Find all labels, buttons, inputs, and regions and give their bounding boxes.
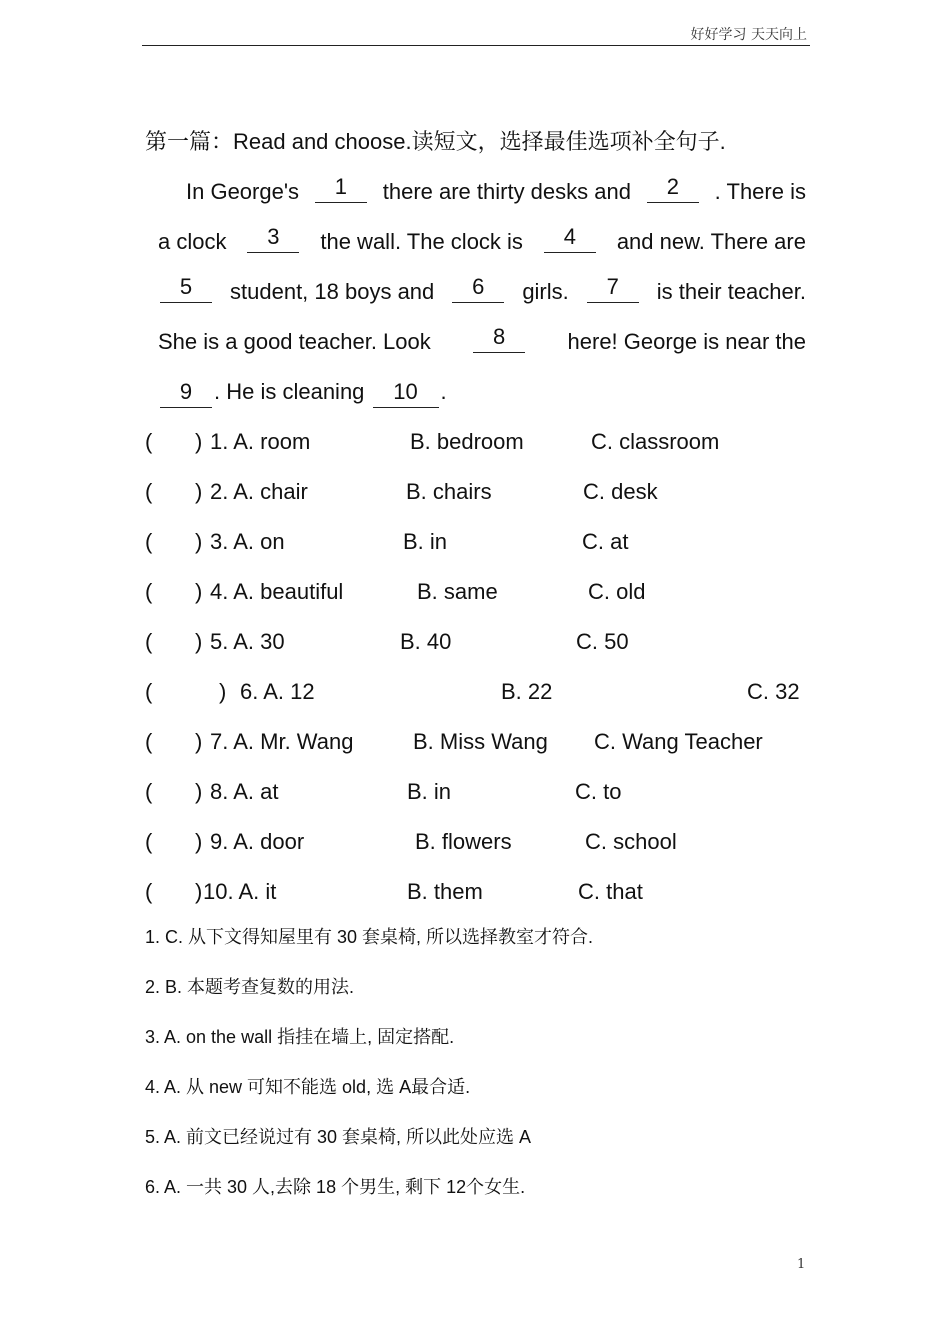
passage-line-3 bbox=[158, 272, 806, 312]
answer-paren-close: ) bbox=[195, 429, 203, 454]
answer-paren-open: ( bbox=[145, 629, 153, 654]
option-a: 1. A. room bbox=[210, 429, 311, 454]
option-c: C. Wang Teacher bbox=[594, 729, 763, 754]
passage-text: there are thirty desks and bbox=[382, 179, 631, 204]
option-a: 8. A. at bbox=[210, 779, 279, 804]
header-divider bbox=[142, 45, 810, 46]
answer-paren-close: ) bbox=[195, 479, 203, 504]
question-10 bbox=[145, 872, 810, 912]
answer-paren-close: ) bbox=[195, 779, 203, 804]
page-header-text: 好好学习 天天向上 bbox=[690, 27, 807, 43]
question-2 bbox=[145, 472, 810, 512]
page-number: 1 bbox=[797, 1257, 806, 1272]
option-c: C. 32 bbox=[747, 679, 800, 704]
answer-paren-close: ) bbox=[195, 579, 203, 604]
option-a: 10. A. it bbox=[203, 879, 277, 904]
blank-8: 8 bbox=[473, 322, 525, 353]
option-a: 3. A. on bbox=[210, 529, 285, 554]
question-8 bbox=[145, 772, 810, 812]
option-b: B. 22 bbox=[501, 679, 553, 704]
passage-text: girls. bbox=[522, 279, 569, 304]
option-a: 6. A. 12 bbox=[240, 679, 315, 704]
passage-line-4 bbox=[158, 322, 806, 362]
option-c: C. to bbox=[575, 779, 622, 804]
blank-9: 9 bbox=[160, 377, 212, 408]
answer-paren-close: ) bbox=[219, 679, 227, 704]
option-a: 7. A. Mr. Wang bbox=[210, 729, 354, 754]
answer-paren-open: ( bbox=[145, 579, 153, 604]
option-a: 4. A. beautiful bbox=[210, 579, 344, 604]
option-b: B. same bbox=[417, 579, 498, 604]
question-7 bbox=[145, 722, 810, 762]
answer-paren-close: ) bbox=[195, 879, 203, 904]
question-1 bbox=[145, 422, 810, 462]
option-b: B. them bbox=[407, 879, 483, 904]
blank-7: 7 bbox=[587, 272, 639, 303]
option-b: B. 40 bbox=[400, 629, 452, 654]
passage-text: She is a good teacher. Look bbox=[158, 329, 431, 354]
passage-text: student, 18 boys and bbox=[230, 279, 435, 304]
blank-3: 3 bbox=[247, 222, 299, 253]
option-b: B. in bbox=[403, 529, 448, 554]
question-3 bbox=[145, 522, 810, 562]
passage-text: . bbox=[440, 379, 447, 404]
answer-paren-close: ) bbox=[195, 829, 203, 854]
answer-paren-close: ) bbox=[195, 729, 203, 754]
question-4 bbox=[145, 572, 810, 612]
passage-text: the wall. The clock is bbox=[320, 229, 523, 254]
option-c: C. school bbox=[585, 829, 677, 854]
answer-paren-open: ( bbox=[145, 779, 153, 804]
passage-text: . There is bbox=[714, 179, 806, 204]
blank-2: 2 bbox=[647, 172, 699, 203]
answer-paren-open: ( bbox=[145, 479, 153, 504]
question-5 bbox=[145, 622, 810, 662]
option-a: 9. A. door bbox=[210, 829, 305, 854]
blank-6: 6 bbox=[452, 272, 504, 303]
explanation-2: 2. B. 本题考查复数的用法. bbox=[145, 977, 355, 997]
answer-paren-open: ( bbox=[145, 729, 153, 754]
option-b: B. in bbox=[407, 779, 452, 804]
option-a: 2. A. chair bbox=[210, 479, 308, 504]
option-b: B. chairs bbox=[406, 479, 492, 504]
blank-10: 10 bbox=[373, 377, 439, 408]
answer-paren-close: ) bbox=[195, 629, 203, 654]
section-title: 第一篇：Read and choose.读短文，选择最佳选项补全句子. bbox=[145, 129, 726, 154]
blank-5: 5 bbox=[160, 272, 212, 303]
passage-line-1 bbox=[158, 172, 806, 212]
explanation-1: 1. C. 从下文得知屋里有 30 套桌椅, 所以选择教室才符合. bbox=[145, 927, 594, 947]
option-b: B. Miss Wang bbox=[413, 729, 548, 754]
blank-4: 4 bbox=[544, 222, 596, 253]
passage-text: a clock bbox=[158, 229, 227, 254]
option-b: B. bedroom bbox=[410, 429, 524, 454]
answer-paren-open: ( bbox=[145, 529, 153, 554]
passage-line-5 bbox=[158, 372, 447, 412]
passage-text: . He is cleaning bbox=[214, 379, 365, 404]
option-a: 5. A. 30 bbox=[210, 629, 285, 654]
answer-paren-open: ( bbox=[145, 679, 153, 704]
option-c: C. that bbox=[578, 879, 643, 904]
passage-text: is their teacher. bbox=[656, 279, 806, 304]
explanation-3: 3. A. on the wall 指挂在墙上, 固定搭配. bbox=[145, 1027, 455, 1047]
passage-text: In George's bbox=[186, 179, 300, 204]
option-c: C. at bbox=[582, 529, 629, 554]
passage-text: here! George is near the bbox=[567, 329, 806, 354]
option-c: C. classroom bbox=[591, 429, 720, 454]
question-9 bbox=[145, 822, 810, 862]
explanation-4: 4. A. 从 new 可知不能选 old, 选 A最合适. bbox=[145, 1077, 471, 1097]
answer-paren-close: ) bbox=[195, 529, 203, 554]
explanation-6: 6. A. 一共 30 人,去除 18 个男生, 剩下 12个女生. bbox=[145, 1177, 526, 1197]
option-c: C. old bbox=[588, 579, 646, 604]
blank-1: 1 bbox=[315, 172, 367, 203]
option-b: B. flowers bbox=[415, 829, 512, 854]
passage-text: and new. There are bbox=[616, 229, 806, 254]
question-6 bbox=[145, 672, 810, 712]
option-c: C. desk bbox=[583, 479, 658, 504]
option-c: C. 50 bbox=[576, 629, 629, 654]
answer-paren-open: ( bbox=[145, 829, 153, 854]
answer-paren-open: ( bbox=[145, 429, 153, 454]
answer-paren-open: ( bbox=[145, 879, 153, 904]
explanation-5: 5. A. 前文已经说过有 30 套桌椅, 所以此处应选 A bbox=[145, 1127, 532, 1147]
passage-line-2 bbox=[158, 222, 806, 262]
